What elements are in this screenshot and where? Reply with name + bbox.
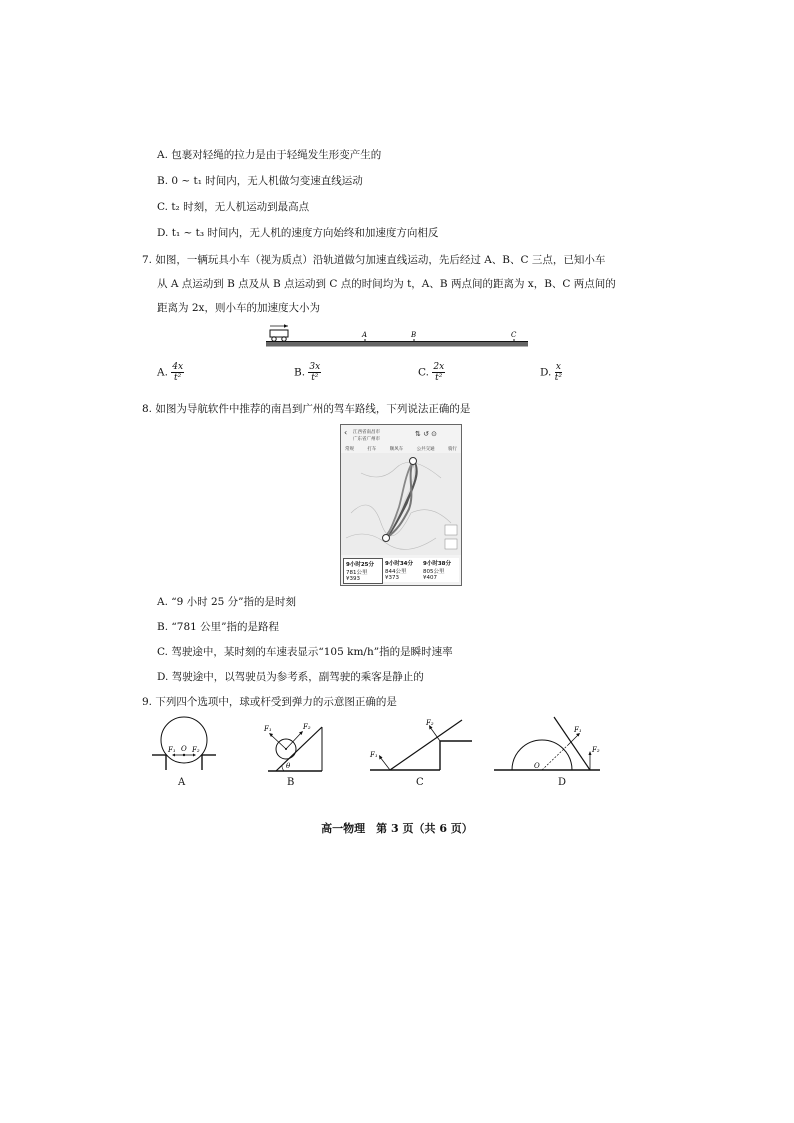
q7-stem-line3: 距离为 2x，则小车的加速度大小为	[157, 302, 320, 314]
point-a-label: A	[362, 331, 368, 339]
q9-caption-d: D	[558, 777, 567, 788]
rod	[554, 717, 590, 770]
map-route-drawing	[341, 453, 461, 555]
q9-figure-a	[150, 715, 218, 775]
start-marker-icon	[410, 458, 417, 465]
q7-option-c: C. $\frac{2x}{\text{t²}}$	[418, 362, 445, 383]
fig-c-f1: F₁	[370, 751, 378, 759]
rod	[390, 720, 462, 770]
fig-d-f2: F₂	[592, 746, 600, 754]
q8-option-a: A. “9 小时 25 分”指的是时刻	[157, 596, 297, 608]
fig-c-f2: F₂	[426, 719, 434, 727]
q8-stem: 8. 如图为导航软件中推荐的南昌到广州的驾车路线，下列说法正确的是	[142, 403, 471, 415]
q8-option-b: B. “781 公里”指的是路程	[157, 621, 280, 633]
q9-caption-c: C	[416, 777, 424, 788]
q9-caption-b: B	[287, 777, 295, 788]
fig-b-f1: F₁	[264, 725, 272, 733]
page-footer: 高一物理 第 3 页（共 6 页）	[321, 822, 473, 835]
point-b-label: B	[411, 331, 417, 339]
map-menu-icon: ⇅ ↺ ⊙	[415, 430, 438, 438]
refresh-icon	[445, 525, 457, 535]
q7-option-a: A. $\frac{4x}{\text{t²}}$	[157, 362, 184, 383]
q7-stem-line1: 7. 如图，一辆玩具小车（视为质点）沿轨道做匀加速直线运动，先后经过 A、B、C 三点，已知小车	[142, 254, 606, 266]
q6-option-c: C. t₂ 时刻，无人机运动到最高点	[157, 201, 310, 213]
locate-icon	[445, 539, 457, 549]
q8-option-c: C. 驾驶途中，某时刻的车速表显示“105 km/h”指的是瞬时速率	[157, 646, 453, 658]
q7-track-figure	[262, 322, 532, 350]
q6-option-b: B. 0 ~ t₁ 时间内，无人机做匀变速直线运动	[157, 175, 363, 187]
q9-caption-a: A	[178, 777, 186, 788]
end-marker-icon	[383, 535, 390, 542]
q9-figure-c	[366, 715, 476, 775]
fig-d-f1: F₁	[574, 726, 582, 734]
q9-figure-b	[256, 713, 326, 775]
route-card-2: 9小时34分 844公里 ¥373	[383, 558, 421, 582]
q7-option-d: D. $\frac{x}{\text{t²}}$	[540, 362, 562, 383]
q6-option-d: D. t₁ ~ t₃ 时间内，无人机的速度方向始终和加速度方向相反	[157, 227, 439, 239]
q9-figure-d	[492, 715, 602, 775]
q8-option-d: D. 驾驶途中，以驾驶员为参考系，副驾驶的乘客是静止的	[157, 671, 424, 683]
navigation-map-screenshot	[340, 424, 462, 586]
fig-a-o: O	[181, 745, 187, 753]
q7-stem-line2: 从 A 点运动到 B 点及从 B 点运动到 C 点的时间均为 t，A、B 两点间的距离为 x，B、C 两点间的	[157, 278, 616, 290]
map-start: 江西省南昌市	[353, 430, 380, 435]
map-mode-tabs: 常规 打车 顺风车 公共交通 骑行	[345, 447, 457, 452]
q9-stem: 9. 下列四个选项中，球或杆受到弹力的示意图正确的是	[142, 696, 397, 708]
fig-d-o: O	[534, 762, 540, 770]
point-c-label: C	[511, 331, 517, 339]
fig-a-f2: F₂	[192, 746, 200, 754]
route-card-1: 9小时25分 781公里 ¥393	[343, 558, 383, 584]
fig-b-f2: F₂	[303, 723, 311, 731]
q6-option-a: A. 包裹对轻绳的拉力是由于轻绳发生形变产生的	[157, 149, 382, 161]
fig-b-theta: θ	[286, 762, 291, 770]
back-arrow-icon: ‹	[344, 428, 348, 437]
map-end: 广东省广州市	[353, 437, 380, 442]
track	[266, 342, 528, 347]
toy-cart	[270, 330, 288, 337]
route-card-3: 9小时38分 805公里 ¥407	[421, 558, 459, 582]
q7-option-b: B. $\frac{3x}{\text{t²}}$	[294, 362, 321, 383]
fig-a-f1: F₁	[168, 746, 176, 754]
